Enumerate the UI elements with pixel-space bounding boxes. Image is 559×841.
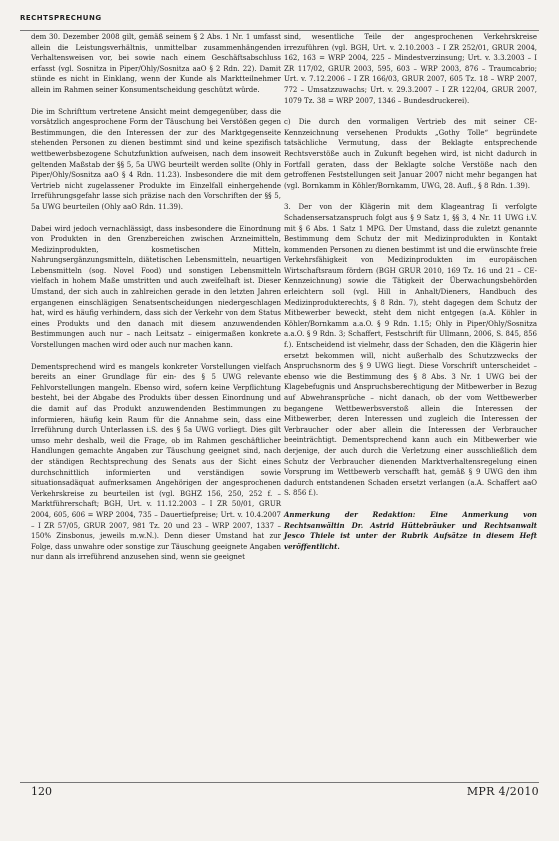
- right-text-column: [284, 32, 537, 563]
- paragraph: sind, wesentliche Teile der angesprochenen Verkehrskreise irrezuführen (vgl. BGH, Urt. v. 2.10.2003 – I ZR 252/01, GRUR 2004, 162, 163 = WRP 2004, 225 – Mindestverzinsung; Urt. v. 3.3.2003 – I ZR 117/02, GRUR 2003, 595, 603 – WRP 2003, 876 – Traumcabrio; Urt. v. 7.12.2006 – I ZR 166/03, GRUR 2007, 605 Tz. 18 – WRP 2007, 772 – Umsatzzuwachs; Urt. v. 29.3.2007 – I ZR 122/04, GRUR 2007, 1079 Tz. 38 = WRP 2007, 1346 – Bundesdruckerei).: [284, 33, 537, 105]
- paragraph: 3. Der von der Klägerin mit dem Klageantrag Ii verfolgte Schadensersatzanspruch folgt aus § 9 Satz 1, §§ 3, 4 Nr. 11 UWG i.V. mit § 6 Abs. 1 Satz 1 MPG. Der Umstand, dass die zuletzt genannte Bestimmung dem Schutz der mit Medizinprodukten in Kontakt kommenden Personen zu dienen bestimmt ist und die erwünschte freie Verkehrsfähigkeit von Medizinprodukten im europäischen Wirtschaftsraum fördern (BGH GRUR 2010, 169 Tz. 16 und 21 – CE-Kennzeichnung) sowie die Tätigkeit der Überwachungsbehörden erleichtern soll (vgl. Hill in Anhalt/Dieners, Handbuch des Medizinprodukterechts, § 8 Rdn. 7), steht dagegen dem Schutz der Mitbewerber beweckt, steht dem nicht entgegen (a.A. Köhler in Köhler/Bornkamm a.a.O. § 9 Rdn. 1.15; Ohly in Piper/Ohly/Sosnitza a.a.O. § 9 Rdn. 3; Schaffert, Festschrift für Ullmann, 2006, S. 845, 856 f.). Entscheidend ist vielmehr, dass der Schaden, den die Klägerin hier ersetzt bekommen will, nicht außerhalb des Schutzzwecks der Anspruchsnorm des § 9 UWG liegt. Diese Vorschrift unterscheidet – ebenso wie die Bestimmung des § 8 Abs. 3 Nr. 1 UWG bei der Klagebefugnis und Anspruchsberechtigung der Mitbewerber in Bezug auf Abwehransprüche – nicht danach, ob der vom Wettbewerber begangene Wettbewerbsverstoß allein die Interessen der Mitbewerber, deren Interessen und zugleich die Interessen der Verbraucher oder aber allein die Interessen der Verbraucher beeinträchtigt. Dementsprechend kann auch ein Mitbewerber wie derjenige, der auch durch die Verletzung einer ausschließlich dem Schutz der Verbraucher dienenden Marktverhaltensregelung einen Vorsprung im Wettbewerb verschafft hat, gemäß § 9 UWG den ihm dadurch entstandenen Schaden ersetzt verlangen (a.A. Schaffert aaO S. 856 f.).: [284, 203, 537, 498]
- journal-issue: MPR 4/2010: [466, 785, 539, 798]
- left-text-column: [31, 32, 281, 574]
- page-number: 120: [31, 785, 52, 798]
- footer-divider: [20, 782, 539, 783]
- section-header: RECHTSPRECHUNG: [20, 14, 102, 22]
- paragraph: Die im Schrifttum vertretene Ansicht meint demgegenüber, dass die vorsätzlich angesprochene Form der Täuschung bei Verstößen gegen Bestimmungen, die den Interessen der zur des Marktgegenseite stehenden Personen zu dienen bestimmt sind und keine spezifisch wettbewerbsbezogene Schutzfunktion aufweisen, nach dem insoweit geltenden Maßstab der §§ 5, 5a UWG beurteilt werden sollte (Ohly in Piper/Ohly/Sosnitza aaO § 4 Rdn. 11.23). Insbesondere die mit dem Vertrieb nicht zugelassener Produkte im Einzelfall einhergehende Irreführungsgefahr lasse sich präzise nach den Vorschriften der §§ 5, 5a UWG beurteilen (Ohly aaO Rdn. 11.39).: [31, 107, 281, 211]
- paragraph: c) Die durch den vormaligen Vertrieb des mit seiner CE-Kennzeichnung versehenen Produkts „Gothy Tolle“ begründete tatsächliche Vermutung, dass der Beklagte entsprechende Rechtsverstöße auch in Zukunft begehen wird, ist nicht dadurch in Fortfall geraten, dass der Beklagte solche Verstöße nach den getroffenen Feststellungen seit Januar 2007 nicht mehr begangen hat (vgl. Bornkamm in Köhler/Bornkamm, UWG, 28. Aufl., § 8 Rdn. 1.39).: [284, 118, 537, 190]
- header-divider: [20, 30, 539, 31]
- paragraph: Dabei wird jedoch vernachlässigt, dass insbesondere die Einordnung von Produkten in den Grenzbereichen zwischen Arzneimitteln, Medizinprodukten, kosmetischen Mitteln, Nahrungsergänzungsmitteln, diätetischen Lebensmitteln, neuartigen Lebensmitteln (sog. Novel Food) und sonstigen Lebensmitteln vielfach in hohem Maße umstritten und auch zweifelhaft ist. Dieser Umstand, der sich auch in zahlreichen gerade in den letzten Jahren ergangenen einschlägigen Senatsentscheidungen niedergeschlagen hat, wird es häufig verhindern, dass sich der Verkehr von dem Status eines Produkts und den danach mit diesem anzuwendenden Bestimmungen auch nur – nach Leitsatz – einigermaßen konkrete Vorstellungen machen wird oder auch nur machen kann.: [31, 224, 281, 350]
- paragraph: dem 30. Dezember 2008 gilt, gemäß seinem § 2 Abs. 1 Nr. 1 umfasst allein die Leistungsverhältnis, unmittelbar zusammenhängenden Verhaltensweisen vor, bei sowie nach einem Geschäftsabschluss erfasst (vgl. Sosnitza in Piper/Ohly/Sosnitza aaO § 2 Rdn. 22). Damit stünde es nicht in Einklang, wenn der Kunde als Marktteilnehmer allein im Rahmen seiner Konsumentscheidung geschützt würde.: [31, 33, 281, 94]
- editorial-note: Anmerkung der Redaktion: Eine Anmerkung von Rechtsanwältin Dr. Astrid Hüttebräuker und Rechtsanwalt Jesco Thiele ist unter der Rubrik Aufsätze in diesem Heft veröffentlicht.: [284, 509, 537, 551]
- paragraph: Dementsprechend wird es mangels konkreter Vorstellungen vielfach bereits an einer Grundlage für ein- des § 5 UWG relevante Fehlvorstellungen mangeln. Ebenso wird, sofern keine Verpflichtung besteht, bei der Abgabe des Produkts über dessen Einordnung und die damit auf das Produkt anzuwendenden Bestimmungen zu informieren, häufig kein Raum für die Annahme sein, dass eine Irreführung durch Unterlassen i.S. des § 5a UWG vorliegt. Dies gilt umso mehr deshalb, weil die Frage, ob im Rahmen geschäftlicher Handlungen gemachte Angaben zur Täuschung geeignet sind, nach der ständigen Rechtsprechung des Senats aus der Sicht eines durchschnittlich informierten und verständigen sowie situationsadäquat aufmerksamen Angehörigen der angesprochenen Verkehrskreise zu beurteilen ist (vgl. BGHZ 156, 250, 252 f. – Marktführerschaft; BGH, Urt. v. 11.12.2003 – I ZR 50/01, GRUR 2004, 605, 606 = WRP 2004, 735 – Dauertiefpreise; Urt. v. 10.4.2007 – I ZR 57/05, GRUR 2007, 981 Tz. 20 und 23 – WRP 2007, 1337 – 150% Zinsbonus, jeweils m.w.N.). Denn dieser Umstand hat zur Folge, dass unwahre oder sonstige zur Täuschung geeignete Angaben nur dann als irreführend anzusehen sind, wenn sie geeignet: [31, 362, 281, 562]
